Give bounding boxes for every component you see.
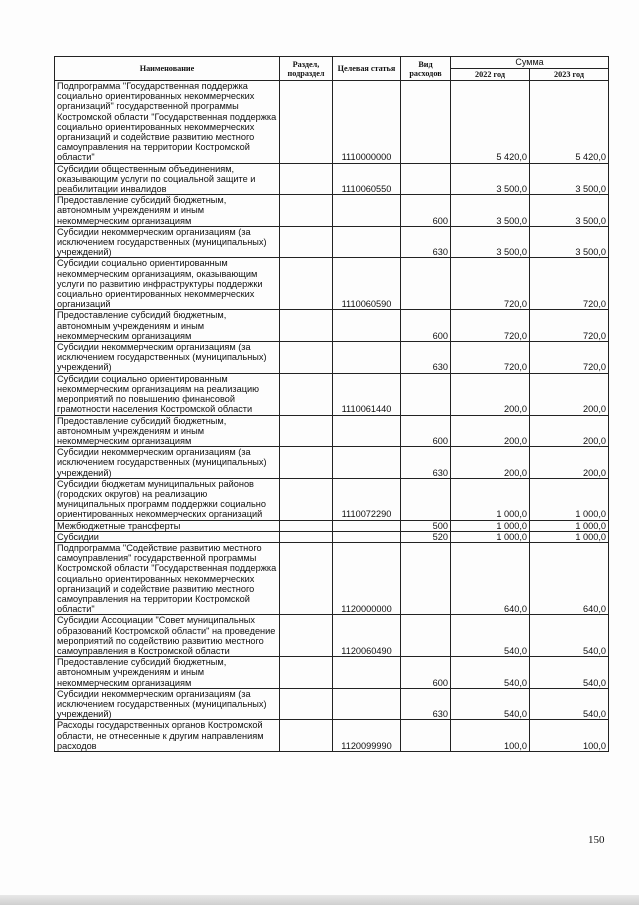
table-body xyxy=(55,81,609,752)
cell-name: Субсидии социально ориентированным некоммерческим организациям на реализацию мероприятий по повышению финансовой грамотности населения Костромской области xyxy=(55,373,280,415)
cell-section xyxy=(280,688,333,720)
cell-sum-2022: 5 420,0 xyxy=(451,81,530,164)
cell-target xyxy=(333,520,401,531)
header-target: Целевая статья xyxy=(333,57,401,81)
table-row xyxy=(55,520,609,531)
header-year-2023: 2023 год xyxy=(530,69,609,81)
cell-target: 1120060490 xyxy=(333,615,401,657)
cell-section xyxy=(280,81,333,164)
cell-sum-2022: 200,0 xyxy=(451,373,530,415)
cell-target xyxy=(333,415,401,447)
table-row xyxy=(55,657,609,689)
header-year-2022: 2022 год xyxy=(451,69,530,81)
budget-table xyxy=(54,56,609,752)
cell-expense-type xyxy=(401,720,451,752)
cell-target xyxy=(333,342,401,374)
cell-name: Подпрограмма "Содействие развитию местного самоуправления" государственной программы Костромской области "Государственная поддержка социально ориентированных некоммерческих организаций и содействие развитию местного самоуправления на территории Костромской области" xyxy=(55,542,280,614)
cell-sum-2022: 720,0 xyxy=(451,258,530,310)
page-bottom-edge xyxy=(0,895,639,905)
cell-section xyxy=(280,447,333,479)
cell-target xyxy=(333,310,401,342)
table-row xyxy=(55,531,609,542)
cell-section xyxy=(280,163,333,195)
header-name: Наименование xyxy=(55,57,280,81)
cell-name: Межбюджетные трансферты xyxy=(55,520,280,531)
header-sum: Сумма xyxy=(451,57,609,69)
cell-sum-2022: 200,0 xyxy=(451,447,530,479)
cell-expense-type xyxy=(401,615,451,657)
cell-name: Субсидии некоммерческим организациям (за исключением государственных (муниципальных) учреждений) xyxy=(55,688,280,720)
cell-sum-2022: 540,0 xyxy=(451,688,530,720)
cell-sum-2023: 5 420,0 xyxy=(530,81,609,164)
cell-expense-type xyxy=(401,258,451,310)
cell-sum-2023: 1 000,0 xyxy=(530,520,609,531)
cell-sum-2023: 540,0 xyxy=(530,615,609,657)
cell-target: 1110000000 xyxy=(333,81,401,164)
cell-name: Субсидии общественным объединениям, оказывающим услуги по социальной защите и реабилитации инвалидов xyxy=(55,163,280,195)
cell-sum-2023: 100,0 xyxy=(530,720,609,752)
cell-sum-2023: 3 500,0 xyxy=(530,163,609,195)
cell-section xyxy=(280,542,333,614)
cell-sum-2023: 720,0 xyxy=(530,342,609,374)
cell-sum-2023: 1 000,0 xyxy=(530,531,609,542)
cell-sum-2023: 200,0 xyxy=(530,447,609,479)
cell-target: 1110060590 xyxy=(333,258,401,310)
cell-name: Субсидии xyxy=(55,531,280,542)
cell-sum-2022: 3 500,0 xyxy=(451,195,530,227)
table-row xyxy=(55,373,609,415)
cell-name: Расходы государственных органов Костромской области, не отнесенные к другим направлениям расходов xyxy=(55,720,280,752)
cell-sum-2022: 540,0 xyxy=(451,657,530,689)
table-row xyxy=(55,195,609,227)
table-row xyxy=(55,688,609,720)
cell-section xyxy=(280,310,333,342)
table-row xyxy=(55,342,609,374)
cell-expense-type xyxy=(401,542,451,614)
cell-expense-type xyxy=(401,478,451,520)
cell-name: Предоставление субсидий бюджетным, автономным учреждениям и иным некоммерческим организациям xyxy=(55,195,280,227)
cell-sum-2023: 640,0 xyxy=(530,542,609,614)
cell-target xyxy=(333,447,401,479)
cell-name: Субсидии некоммерческим организациям (за исключением государственных (муниципальных) учреждений) xyxy=(55,226,280,258)
cell-name: Субсидии некоммерческим организациям (за исключением государственных (муниципальных) учреждений) xyxy=(55,342,280,374)
cell-sum-2022: 3 500,0 xyxy=(451,163,530,195)
cell-expense-type xyxy=(401,163,451,195)
cell-section xyxy=(280,720,333,752)
cell-sum-2023: 200,0 xyxy=(530,415,609,447)
cell-section xyxy=(280,195,333,227)
table-row xyxy=(55,478,609,520)
cell-sum-2022: 720,0 xyxy=(451,342,530,374)
table-row xyxy=(55,542,609,614)
cell-section xyxy=(280,531,333,542)
cell-target xyxy=(333,195,401,227)
cell-section xyxy=(280,415,333,447)
cell-sum-2022: 540,0 xyxy=(451,615,530,657)
cell-expense-type: 500 xyxy=(401,520,451,531)
cell-target xyxy=(333,226,401,258)
cell-sum-2022: 720,0 xyxy=(451,310,530,342)
table-row xyxy=(55,81,609,164)
header-section: Раздел, подраздел xyxy=(280,57,333,81)
cell-sum-2022: 1 000,0 xyxy=(451,520,530,531)
cell-target: 1120099990 xyxy=(333,720,401,752)
table-row xyxy=(55,615,609,657)
cell-target xyxy=(333,688,401,720)
cell-name: Субсидии Ассоциации "Совет муниципальных образований Костромской области" на проведение мероприятий по содействию развитию местного самоуправления в Костромской области xyxy=(55,615,280,657)
cell-name: Предоставление субсидий бюджетным, автономным учреждениям и иным некоммерческим организациям xyxy=(55,310,280,342)
cell-section xyxy=(280,615,333,657)
cell-sum-2023: 540,0 xyxy=(530,657,609,689)
cell-sum-2023: 3 500,0 xyxy=(530,226,609,258)
table-row xyxy=(55,163,609,195)
cell-target: 1110061440 xyxy=(333,373,401,415)
table-row xyxy=(55,310,609,342)
table-row xyxy=(55,258,609,310)
cell-name: Субсидии бюджетам муниципальных районов (городских округов) на реализацию муниципальных программ поддержки социально ориентированных некоммерческих организаций xyxy=(55,478,280,520)
cell-section xyxy=(280,373,333,415)
cell-target: 1110060550 xyxy=(333,163,401,195)
cell-expense-type: 600 xyxy=(401,657,451,689)
cell-section xyxy=(280,478,333,520)
cell-sum-2022: 200,0 xyxy=(451,415,530,447)
cell-expense-type: 600 xyxy=(401,310,451,342)
cell-sum-2023: 200,0 xyxy=(530,373,609,415)
table-row xyxy=(55,415,609,447)
cell-expense-type xyxy=(401,81,451,164)
cell-expense-type: 600 xyxy=(401,415,451,447)
table-row xyxy=(55,447,609,479)
cell-name: Предоставление субсидий бюджетным, автономным учреждениям и иным некоммерческим организациям xyxy=(55,415,280,447)
cell-expense-type: 630 xyxy=(401,688,451,720)
table-header xyxy=(55,57,609,81)
cell-target xyxy=(333,531,401,542)
cell-section xyxy=(280,657,333,689)
cell-section xyxy=(280,520,333,531)
header-expense-type: Вид расходов xyxy=(401,57,451,81)
cell-section xyxy=(280,226,333,258)
cell-name: Предоставление субсидий бюджетным, автономным учреждениям и иным некоммерческим организациям xyxy=(55,657,280,689)
cell-name: Подпрограмма "Государственная поддержка социально ориентированных некоммерческих организаций" государственной программы Костромской области "Государственная поддержка социально ориентированных некоммерческих организаций и содействие развитию местного самоуправления на территории Костромской области" xyxy=(55,81,280,164)
cell-expense-type xyxy=(401,373,451,415)
table-row xyxy=(55,720,609,752)
cell-sum-2022: 3 500,0 xyxy=(451,226,530,258)
cell-expense-type: 630 xyxy=(401,447,451,479)
cell-expense-type: 520 xyxy=(401,531,451,542)
cell-expense-type: 600 xyxy=(401,195,451,227)
cell-sum-2023: 3 500,0 xyxy=(530,195,609,227)
cell-expense-type: 630 xyxy=(401,342,451,374)
cell-sum-2022: 100,0 xyxy=(451,720,530,752)
cell-sum-2022: 640,0 xyxy=(451,542,530,614)
cell-name: Субсидии некоммерческим организациям (за исключением государственных (муниципальных) учреждений) xyxy=(55,447,280,479)
table-row xyxy=(55,226,609,258)
cell-target: 1120000000 xyxy=(333,542,401,614)
cell-section xyxy=(280,342,333,374)
cell-sum-2022: 1 000,0 xyxy=(451,478,530,520)
cell-sum-2023: 720,0 xyxy=(530,310,609,342)
cell-sum-2023: 540,0 xyxy=(530,688,609,720)
cell-sum-2023: 1 000,0 xyxy=(530,478,609,520)
cell-expense-type: 630 xyxy=(401,226,451,258)
cell-sum-2022: 1 000,0 xyxy=(451,531,530,542)
cell-section xyxy=(280,258,333,310)
cell-target: 1110072290 xyxy=(333,478,401,520)
cell-name: Субсидии социально ориентированным некоммерческим организациям, оказывающим услуги по развитию инфраструктуры поддержки социально ориентированных некоммерческих организаций xyxy=(55,258,280,310)
cell-sum-2023: 720,0 xyxy=(530,258,609,310)
page-number: 150 xyxy=(588,834,605,846)
cell-target xyxy=(333,657,401,689)
